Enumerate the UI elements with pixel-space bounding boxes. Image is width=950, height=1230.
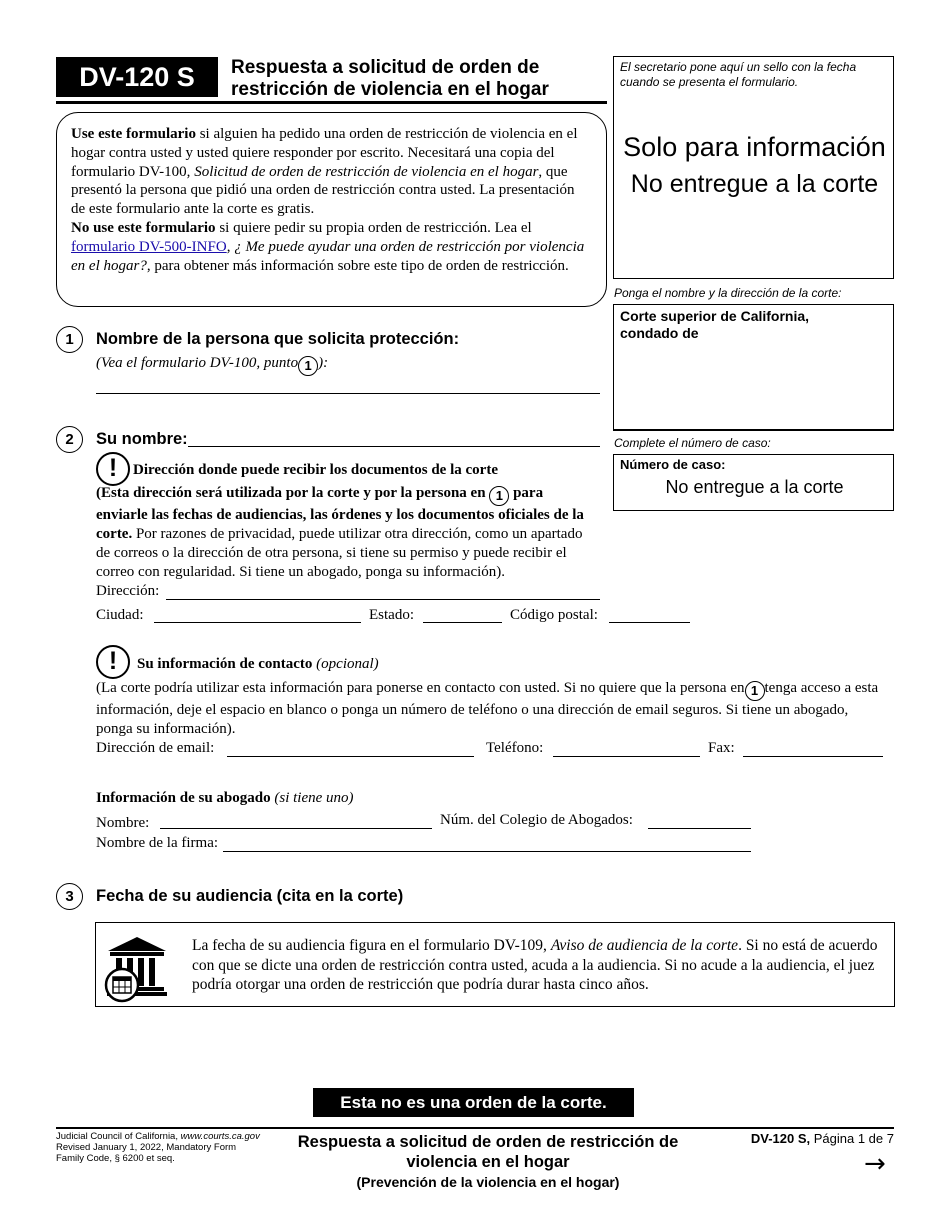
section-1-title: Nombre de la persona que solicita protección: — [96, 330, 460, 348]
state-field[interactable] — [423, 622, 502, 623]
section-2-title: Su nombre: — [96, 430, 188, 448]
footer-council-line — [56, 1131, 276, 1142]
intro-dont-use-bold: No use este formulario — [71, 219, 216, 236]
protected-person-name-field[interactable] — [96, 393, 600, 394]
courthouse-calendar-icon — [102, 933, 168, 1003]
address-instructions — [96, 484, 596, 582]
next-page-arrow-icon[interactable]: → — [864, 1149, 886, 1179]
intro-box — [56, 112, 607, 307]
not-court-order-banner: Esta no es una orden de la corte. — [313, 1088, 634, 1117]
zip-field[interactable] — [609, 622, 690, 623]
email-field[interactable] — [227, 756, 474, 757]
footer-page-number: Página 1 de 7 — [810, 1131, 894, 1146]
intro-p1-text-a: si alguien ha pedido una orden de restricción de violencia en el hogar contra usted y usted quiere responder por escrito. Necesitará una copia del formulario DV-100, — [71, 126, 578, 180]
hearing-text-a: La fecha de su audiencia figura en el formulario DV-109, — [192, 937, 551, 954]
dv500-info-link[interactable]: formulario DV-500-INFO — [71, 238, 227, 255]
phone-label: Teléfono: — [486, 740, 544, 756]
address-inline-number: 1 — [489, 486, 509, 506]
lawyer-optional: (si tiene uno) — [274, 790, 354, 806]
court-address-field[interactable] — [613, 304, 894, 430]
footer-form-id: DV-120 S, — [750, 1131, 811, 1146]
footer-page-info — [700, 1131, 894, 1146]
hearing-text — [192, 936, 882, 995]
section-1-number: 1 — [56, 326, 83, 353]
firm-name-field[interactable] — [223, 851, 751, 852]
footer-revised: Revised January 1, 2022, Mandatory Form — [56, 1142, 237, 1153]
city-label: Ciudad: — [96, 607, 144, 623]
bar-number-label: Núm. del Colegio de Abogados: — [440, 812, 633, 828]
your-name-field[interactable] — [188, 446, 600, 447]
footer-divider — [56, 1127, 894, 1129]
section-1-hint-a: (Vea el formulario DV-100, punto — [96, 355, 299, 371]
address-bold-a: (Esta dirección será utilizada por la corte y por la persona en — [96, 485, 490, 501]
court-box-rule — [613, 429, 894, 431]
case-number-field[interactable] — [613, 454, 894, 511]
address-label: Dirección: — [96, 583, 160, 599]
contact-text-b: tenga acceso a esta información, deje el espacio en blanco o ponga un número de teléfono o una dirección de email seguros. Si tiene un abogado, ponga su información). — [96, 680, 879, 737]
form-title-line1: Respuesta a solicitud de orden de — [231, 57, 540, 78]
hearing-info-box — [95, 922, 895, 1007]
lawyer-name-label: Nombre: — [96, 815, 150, 831]
no-submit-notice: No entregue a la corte — [630, 170, 879, 198]
clerk-stamp-box — [613, 56, 894, 279]
address-heading: Dirección donde puede recibir los documentos de la corte — [133, 462, 498, 478]
court-name: Corte superior de California, condado de — [620, 308, 810, 341]
phone-field[interactable] — [553, 756, 700, 757]
state-label: Estado: — [369, 607, 414, 623]
hearing-notice-title: Aviso de audiencia de la corte — [550, 937, 739, 954]
intro-p2-italic: ¿ Me puede ayudar una orden de restricción por violencia en el hogar? — [71, 238, 585, 274]
contact-instructions — [96, 679, 886, 739]
contact-inline-number: 1 — [745, 681, 765, 701]
address-field[interactable] — [166, 599, 600, 600]
section-2-number: 2 — [56, 426, 83, 453]
clerk-note: El secretario pone aquí un sello con la fecha cuando se presenta el formulario. — [620, 60, 857, 89]
section-1-hint — [96, 354, 328, 376]
footer-subtitle: (Prevención de la violencia en el hogar) — [356, 1174, 620, 1190]
footer-title-line2: violencia en el hogar — [406, 1153, 570, 1171]
intro-paragraph-2 — [71, 219, 588, 275]
address-privacy-text: Por razones de privacidad, puede utilizar otra dirección, como un apartado de correos o la dirección de otra persona, si tiene su permiso y puede recibir el correo con regularidad. Si tiene un abogado, ponga su información). — [96, 526, 583, 580]
alert-icon: ! — [96, 645, 130, 679]
case-number-label: Número de caso: — [620, 457, 726, 472]
section-1-hint-number: 1 — [298, 356, 318, 376]
section-3-title: Fecha de su audiencia (cita en la corte) — [96, 887, 404, 905]
intro-p2-text-b: , — [226, 238, 235, 255]
lawyer-name-field[interactable] — [160, 828, 432, 829]
city-field[interactable] — [154, 622, 361, 623]
footer-title — [262, 1132, 714, 1172]
case-number-prompt: Complete el número de caso: — [614, 436, 771, 450]
header-divider — [56, 101, 607, 104]
fax-label: Fax: — [708, 740, 735, 756]
intro-p1-text-b: , que presentó la persona que pidió una orden de restricción contra usted. La presentación de este formulario ante la corte es gratis. — [71, 163, 575, 218]
alert-icon: ! — [96, 452, 130, 486]
footer-form-info — [56, 1131, 276, 1164]
intro-use-bold: Use este formulario — [71, 126, 196, 142]
case-number-value: No entregue a la corte — [665, 477, 844, 497]
form-title — [231, 57, 611, 101]
fax-field[interactable] — [743, 756, 883, 757]
intro-p1-italic: Solicitud de orden de restricción de violencia en el hogar — [194, 163, 539, 180]
form-id-badge: DV-120 S — [56, 57, 218, 97]
form-title-line2: restricción de violencia en el hogar — [231, 79, 549, 100]
address-bold-b: para enviarle las fechas de audiencias, las órdenes y los documentos oficiales de la corte. — [96, 485, 584, 542]
lawyer-heading — [96, 789, 354, 808]
lawyer-heading-bold: Información de su abogado — [96, 790, 271, 806]
contact-heading — [137, 655, 379, 674]
footer-site: www.courts.ca.gov — [180, 1131, 260, 1142]
footer-code: Family Code, § 6200 et seq. — [56, 1153, 175, 1164]
intro-p2-text-a: si quiere pedir su propia orden de restricción. Lea el — [215, 219, 532, 236]
email-label: Dirección de email: — [96, 740, 215, 756]
section-1-hint-b: ): — [318, 355, 329, 371]
intro-paragraph-1 — [71, 125, 588, 219]
bar-number-field[interactable] — [648, 828, 751, 829]
info-only-notice: Solo para información — [623, 132, 886, 162]
footer-title-line1: Respuesta a solicitud de orden de restricción de — [297, 1133, 679, 1151]
contact-heading-bold: Su información de contacto — [137, 656, 313, 672]
section-3-number: 3 — [56, 883, 83, 910]
firm-name-label: Nombre de la firma: — [96, 835, 219, 851]
hearing-text-b: . Si no está de acuerdo con que se dicte una orden de restricción contra usted, acuda a la audiencia. Si no acude a la audiencia, el juez podría otorgar una orden de restricción que podría durar hasta cinco años. — [192, 937, 878, 993]
footer-council: Judicial Council of California, — [56, 1131, 181, 1142]
zip-label: Código postal: — [510, 607, 598, 623]
contact-text-a: (La corte podría utilizar esta información para ponerse en contacto con usted. Si no quiere que la persona en — [96, 680, 745, 696]
intro-p2-text-c: , para obtener más información sobre este tipo de orden de restricción. — [146, 257, 569, 274]
court-address-label: Ponga el nombre y la dirección de la corte: — [614, 286, 842, 300]
contact-optional: (opcional) — [316, 656, 379, 672]
